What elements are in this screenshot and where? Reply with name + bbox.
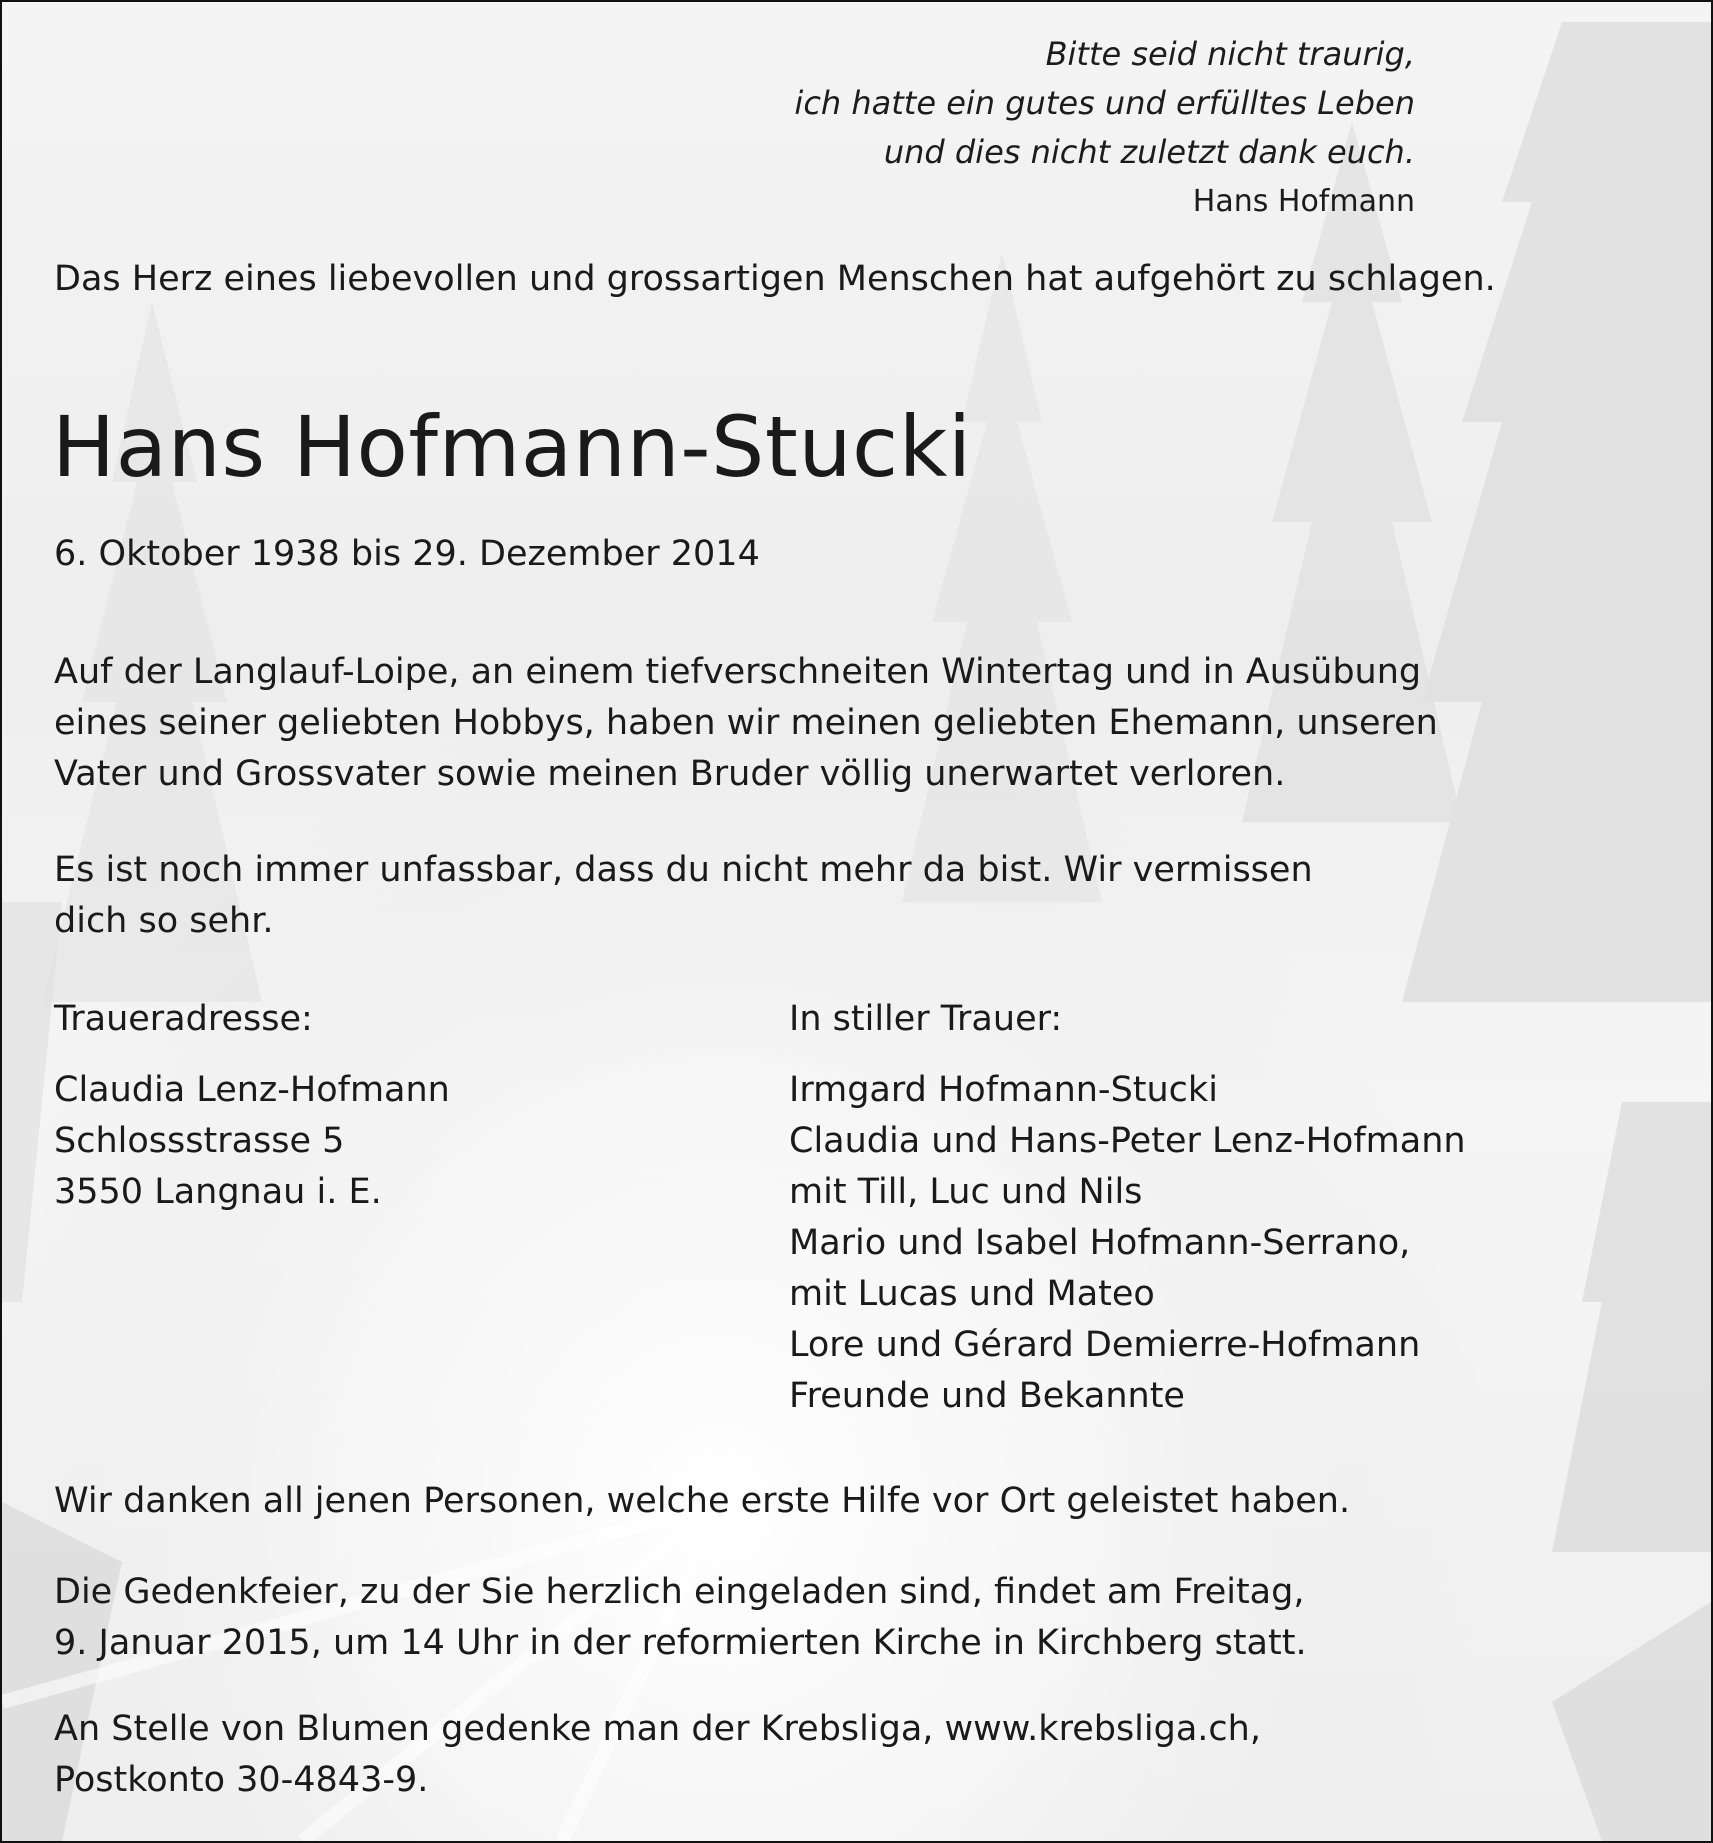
address-line: 3550 Langnau i. E. [54, 1172, 382, 1212]
mourner-line: mit Till, Luc und Nils [789, 1172, 1143, 1212]
address-line: Schlossstrasse 5 [54, 1121, 345, 1161]
motto-line: ich hatte ein gutes und erfülltes Leben [794, 84, 1415, 122]
paragraph-line: Auf der Langlauf-Loipe, an einem tiefverschneiten Wintertag und in Ausübung [54, 652, 1422, 692]
mourner-line: Freunde und Bekannte [789, 1376, 1185, 1416]
missing-you-paragraph [54, 845, 1313, 947]
paragraph-line: Vater und Grossvater sowie meinen Bruder völlig unerwartet verloren. [54, 754, 1286, 794]
deceased-name: Hans Hofmann-Stucki [52, 398, 972, 496]
mourners-heading: In stiller Trauer: [789, 999, 1063, 1039]
mourner-line: Claudia und Hans-Peter Lenz-Hofmann [789, 1121, 1466, 1161]
ceremony-paragraph [54, 1567, 1307, 1669]
mourners-list [789, 1065, 1466, 1422]
paragraph-line: eines seiner geliebten Hobbys, haben wir meinen geliebten Ehemann, unseren [54, 703, 1438, 743]
motto-author: Hans Hofmann [1192, 184, 1415, 219]
paragraph-line: Es ist noch immer unfassbar, dass du nicht mehr da bist. Wir vermissen [54, 850, 1313, 890]
paragraph-line: dich so sehr. [54, 901, 274, 941]
paragraph-line: Postkonto 30-4843-9. [54, 1760, 429, 1800]
life-dates: 6. Oktober 1938 bis 29. Dezember 2014 [54, 534, 760, 574]
mourner-line: Irmgard Hofmann-Stucki [789, 1070, 1218, 1110]
thanks-text: Wir danken all jenen Personen, welche erste Hilfe vor Ort geleistet haben. [54, 1481, 1351, 1521]
mourner-line: mit Lucas und Mateo [789, 1274, 1155, 1314]
motto-line: Bitte seid nicht traurig, [1045, 35, 1415, 73]
motto-line: und dies nicht zuletzt dank euch. [883, 133, 1415, 171]
mourning-address [54, 1065, 450, 1218]
paragraph-line: An Stelle von Blumen gedenke man der Krebsliga, www.krebsliga.ch, [54, 1709, 1261, 1749]
mourning-address-heading: Traueradresse: [54, 999, 313, 1039]
mourner-line: Mario und Isabel Hofmann-Serrano, [789, 1223, 1411, 1263]
intro-text: Das Herz eines liebevollen und grossartigen Menschen hat aufgehört zu schlagen. [54, 259, 1496, 299]
donation-paragraph [54, 1704, 1261, 1806]
motto-quote [794, 30, 1415, 226]
paragraph-line: 9. Januar 2015, um 14 Uhr in der reformierten Kirche in Kirchberg statt. [54, 1623, 1307, 1663]
mourner-line: Lore und Gérard Demierre-Hofmann [789, 1325, 1421, 1365]
circumstances-paragraph [54, 647, 1634, 800]
paragraph-line: Die Gedenkfeier, zu der Sie herzlich eingeladen sind, findet am Freitag, [54, 1572, 1305, 1612]
address-line: Claudia Lenz-Hofmann [54, 1070, 450, 1110]
